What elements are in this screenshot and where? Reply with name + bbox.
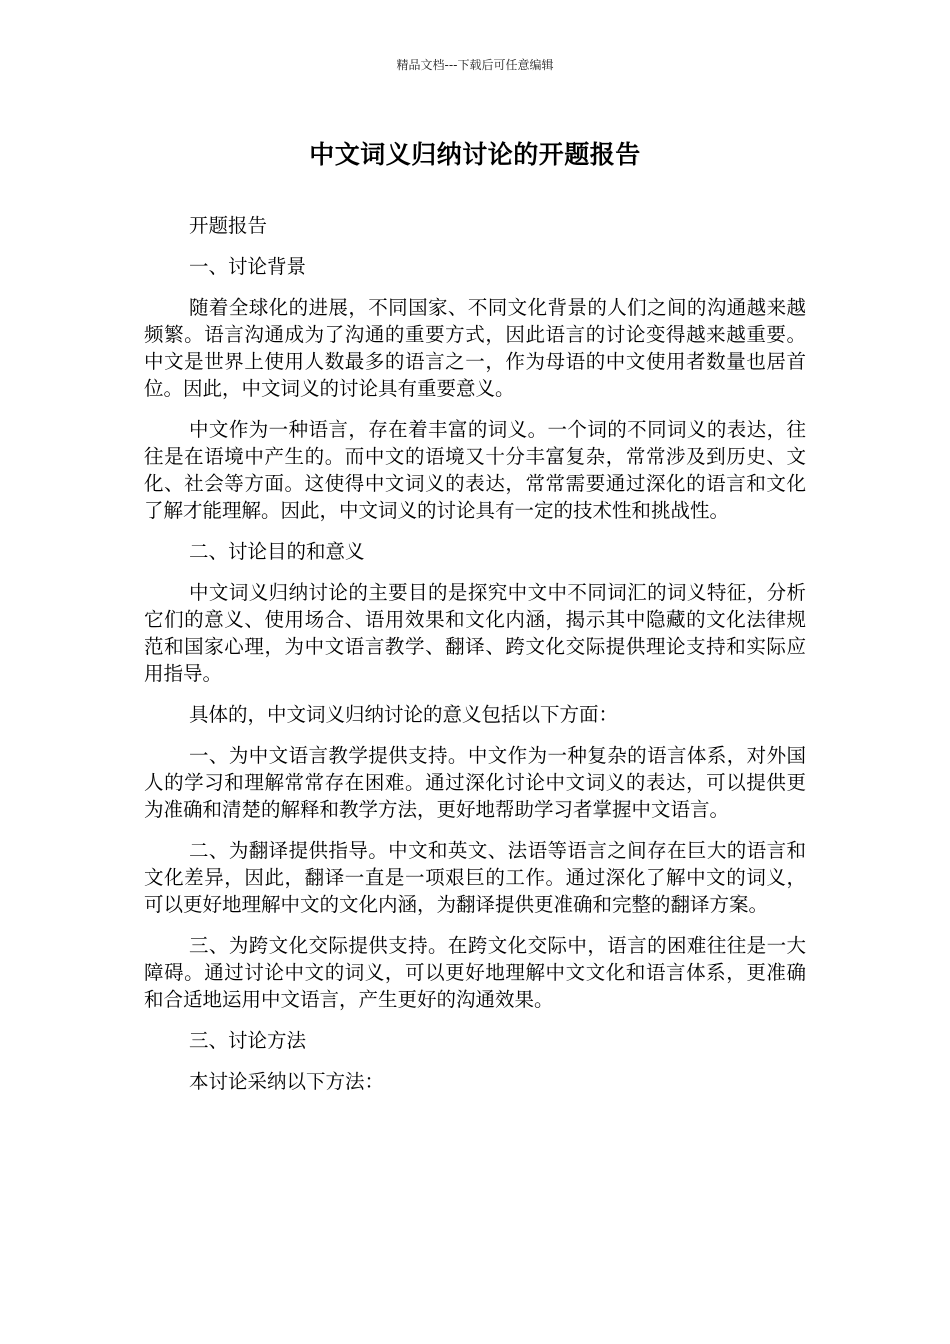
document-body [144, 212, 806, 1109]
paragraph: 二、为翻译提供指导。中文和英文、法语等语言之间存在巨大的语言和文化差异，因此，翻译一直是一项艰巨的工作。通过深化了解中文的词义，可以更好地理解中文的文化内涵，为翻译提供更准确和完整的翻译方案。 [144, 839, 806, 916]
paragraph: 随着全球化的进展，不同国家、不同文化背景的人们之间的沟通越来越频繁。语言沟通成为了沟通的重要方式，因此语言的讨论变得越来越重要。中文是世界上使用人数最多的语言之一，作为母语的中文使用者数量也居首位。因此，中文词义的讨论具有重要意义。 [144, 296, 806, 400]
paragraph: 三、为跨文化交际提供支持。在跨文化交际中，语言的困难往往是一大障碍。通过讨论中文的词义，可以更好地理解中文文化和语言体系，更准确和合适地运用中文语言，产生更好的沟通效果。 [144, 934, 806, 1011]
paragraph-lead: 具体的，中文词义归纳讨论的意义包括以下方面： [189, 703, 619, 726]
section-heading-background: 一、讨论背景 [189, 255, 307, 278]
paragraph: 一、为中文语言教学提供支持。中文作为一种复杂的语言体系，对外国人的学习和理解常常存在困难。通过深化讨论中文词义的表达，可以提供更为准确和清楚的解释和教学方法，更好地帮助学习者掌握中文语言。 [144, 744, 806, 821]
header-note: 精品文档---下载后可任意编辑 [396, 58, 554, 72]
document-title: 中文词义归纳讨论的开题报告 [309, 140, 641, 169]
section-heading-methods: 三、讨论方法 [189, 1029, 307, 1052]
section-heading-purpose: 二、讨论目的和意义 [189, 540, 365, 563]
paragraph: 中文作为一种语言，存在着丰富的词义。一个词的不同词义的表达，往往是在语境中产生的。而中文的语境又十分丰富复杂，常常涉及到历史、文化、社会等方面。这使得中文词义的表达，常常需要通过深化的语言和文化了解才能理解。因此，中文词义的讨论具有一定的技术性和挑战性。 [144, 418, 806, 522]
paragraph-lead: 本讨论采纳以下方法： [189, 1070, 385, 1093]
paragraph: 中文词义归纳讨论的主要目的是探究中文中不同词汇的词义特征，分析它们的意义、使用场合、语用效果和文化内涵，揭示其中隐藏的文化法律规范和国家心理，为中文语言教学、翻译、跨文化交际提供理论支持和实际应用指导。 [144, 581, 806, 685]
section-label-opening-report: 开题报告 [189, 214, 268, 237]
